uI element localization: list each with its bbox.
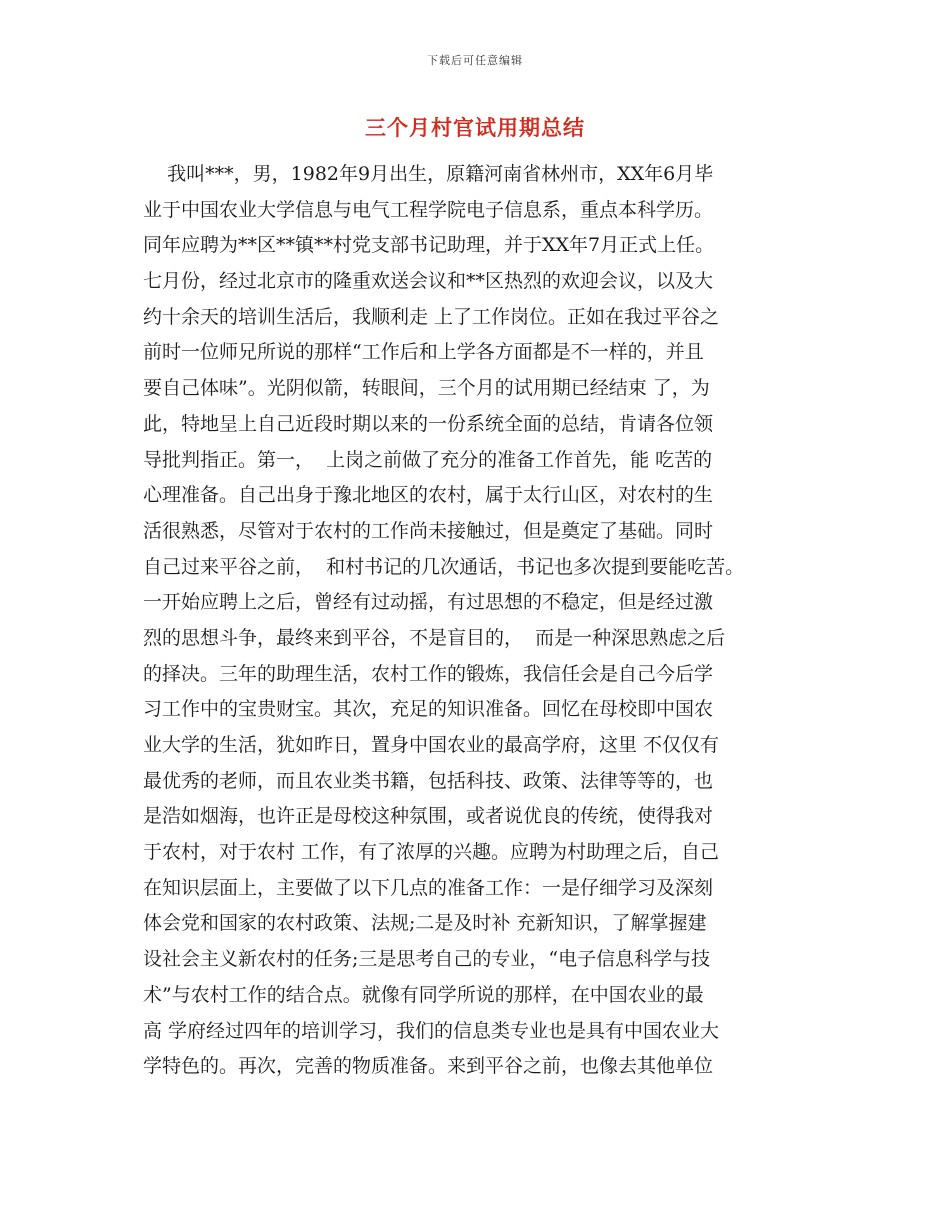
text-line: 高 学府经过四年的培训学习，我们的信息类专业也是具有中国农业大 bbox=[143, 1019, 720, 1042]
text-line: 在知识层面上，主要做了以下几点的准备工作：一是仔细学习及深刻 bbox=[143, 876, 714, 899]
text-line: 习工作中的宝贵财宝。其次，充足的知识准备。回忆在母校即中国农 bbox=[143, 698, 714, 721]
text-line: 术”与农村工作的结合点。就像有同学所说的那样，在中国农业的最 bbox=[143, 983, 704, 1006]
text-line: 自己过来平谷之前， 和村书记的几次通话，书记也多次提到要能吃苦。 bbox=[143, 555, 745, 578]
text-line: 业于中国农业大学信息与电气工程学院电子信息系，重点本科学历。 bbox=[143, 198, 714, 221]
document-title: 三个月村官试用期总结 bbox=[365, 115, 585, 140]
text-line: 是浩如烟海，也许正是母校这种氛围，或者说优良的传统，使得我对 bbox=[143, 805, 714, 828]
text-line: 同年应聘为**区**镇**村党支部书记助理，并于XX年7月正式上任。 bbox=[143, 234, 715, 257]
text-line: 业大学的生活，犹如昨日，置身中国农业的最高学府，这里 不仅仅有 bbox=[143, 734, 720, 756]
body-text bbox=[143, 157, 823, 1085]
text-line: 要自己体味”。光阴似箭，转眼间，三个月的试用期已经结束 了，为 bbox=[143, 377, 710, 400]
text-line: 导批判指正。第一， 上岗之前做了充分的准备工作首先，能 吃苦的 bbox=[143, 448, 713, 471]
text-line: 活很熟悉，尽管对于农村的工作尚未接触过，但是奠定了基础。同时 bbox=[143, 519, 714, 542]
text-line: 烈的思想斗争，最终来到平谷，不是盲目的， 而是一种深思熟虑之后 bbox=[143, 626, 726, 649]
text-line: 学特色的。再次，完善的物质准备。来到平谷之前，也像去其他单位 bbox=[143, 1055, 714, 1078]
text-line: 约十余天的培训生活后，我顺利走 上了工作岗位。正如在我过平谷之 bbox=[143, 305, 720, 328]
text-line: 于农村，对于农村 工作，有了浓厚的兴趣。应聘为村助理之后，自己 bbox=[143, 841, 720, 864]
text-line: 前时一位师兄所说的那样“工作后和上学各方面都是不一样的，并且 bbox=[143, 341, 704, 364]
text-line: 我叫***，男，1982年9月出生，原籍河南省林州市，XX年6月毕 bbox=[143, 163, 714, 185]
text-line: 的择决。三年的助理生活，农村工作的锻炼，我信任会是自己今后学 bbox=[143, 662, 714, 685]
text-line: 一开始应聘上之后，曾经有过动摇，有过思想的不稳定，但是经过激 bbox=[143, 591, 714, 614]
text-line: 最优秀的老师，而且农业类书籍，包括科技、政策、法律等等的，也 bbox=[143, 769, 714, 792]
header-note: 下载后可任意编辑 bbox=[427, 54, 523, 67]
text-line: 心理准备。自己出身于豫北地区的农村，属于太行山区，对农村的生 bbox=[143, 484, 714, 507]
text-line: 设社会主义新农村的任务;三是思考自己的专业，“电子信息科学与技 bbox=[143, 948, 711, 971]
text-line: 七月份，经过北京市的隆重欢送会议和**区热烈的欢迎会议，以及大 bbox=[143, 270, 714, 293]
text-line: 体会党和国家的农村政策、法规;二是及时补 充新知识，了解掌握建 bbox=[143, 912, 707, 935]
text-line: 此，特地呈上自己近段时期以来的一份系统全面的总结，肯请各位领 bbox=[143, 412, 714, 435]
